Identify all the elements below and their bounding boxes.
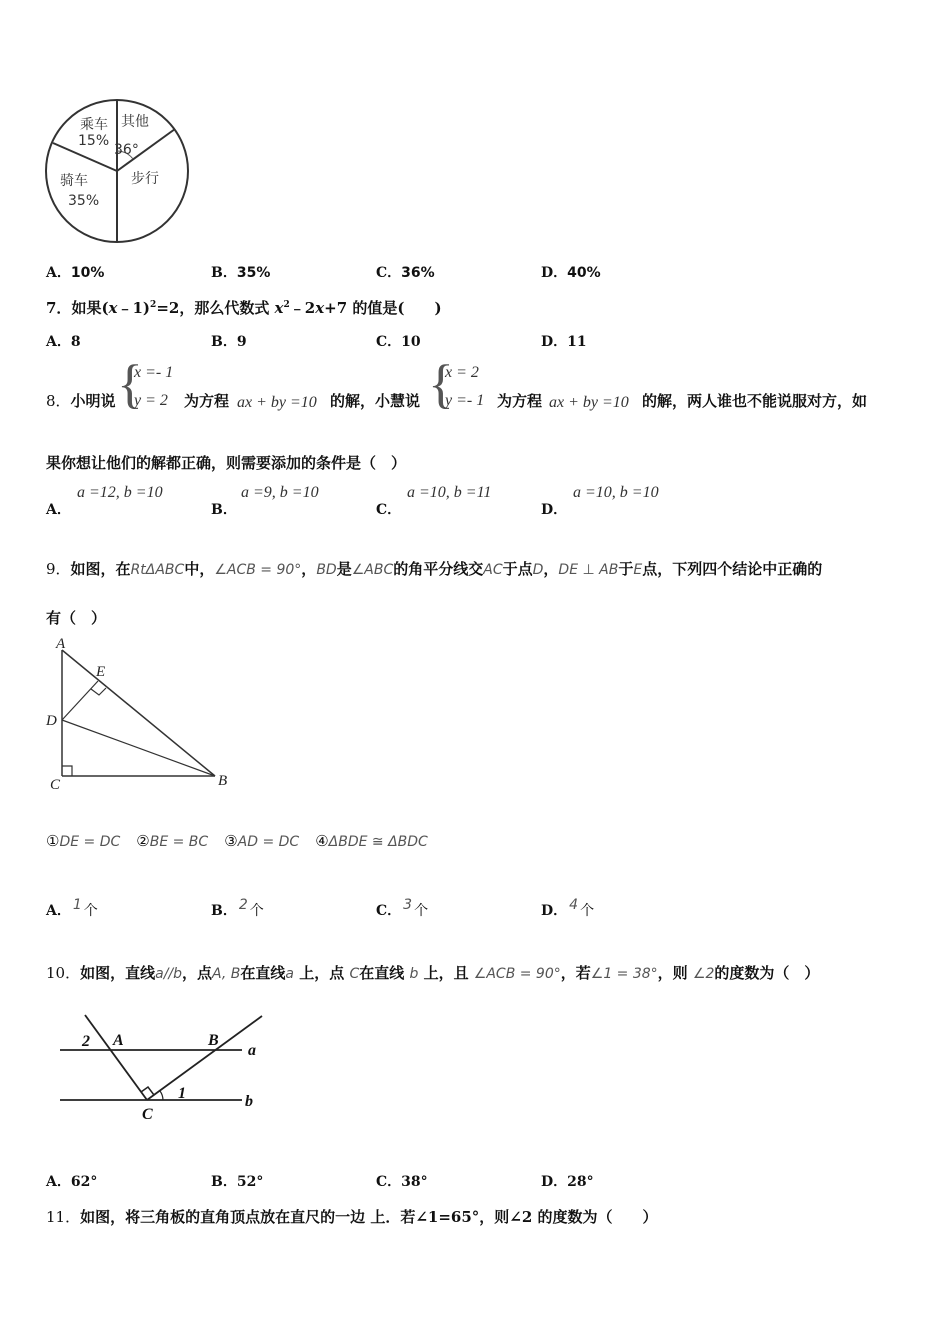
- label-line-a: a: [248, 1042, 256, 1059]
- q7-option-b[interactable]: B．9: [211, 334, 247, 350]
- q9-statements: ①DE = DC ②BE = BC ③AD = DC ④ΔBDE ≅ ΔBDC: [46, 832, 428, 850]
- q8-option-d[interactable]: D．: [541, 502, 568, 518]
- label-1: 1: [178, 1085, 186, 1102]
- label-c: C: [50, 777, 61, 793]
- q8-text-5: 的解，两人谁也不能说服对方，如: [642, 392, 868, 410]
- q7-question: 7．如果(x﹣1)$^2$=2，那么代数式 $x^2﹣2x+7$ 的值是( ): [46, 299, 442, 317]
- q8-option-b-value: a =9, b =10: [241, 484, 319, 501]
- q9-line-2: 有（ ）: [46, 609, 107, 627]
- q9-option-b[interactable]: B． 2 个: [211, 897, 264, 919]
- q8-equation-2: ax + by =10: [549, 394, 629, 411]
- q8-system2-y: y =- 1: [445, 392, 485, 409]
- segment-db: [62, 720, 215, 776]
- q10-parallel-lines-figure: [50, 1008, 270, 1128]
- side-ab: [62, 650, 215, 776]
- label-b: B: [218, 773, 228, 789]
- q10-question: 10．如图，直线a//b，点A, B在直线a 上，点 C在直线 b 上，且 ∠ACB = 90°，若∠1 = 38°，则 ∠2的度数为（ ）: [46, 964, 820, 982]
- q8-system1-x: x =- 1: [134, 364, 174, 381]
- q8-text-3: 的解，小慧说: [330, 392, 421, 410]
- q8-equation-1: ax + by =10: [237, 394, 317, 411]
- label-a-point: A: [113, 1032, 124, 1049]
- q7-option-a[interactable]: A．8: [46, 334, 81, 350]
- q8-line-2: 果你想让他们的解都正确，则需要添加的条件是（ ）: [46, 454, 407, 472]
- segment-cb: [147, 1016, 262, 1100]
- q8-system1-y: y = 2: [134, 392, 168, 409]
- segment-de: [62, 681, 98, 720]
- pie-label-ride-bus: 乘车: [80, 117, 108, 133]
- label-c-point: C: [142, 1106, 153, 1123]
- q10-option-b[interactable]: B．52°: [211, 1174, 264, 1190]
- q9-question: 9．如图，在RtΔABC中，∠ACB = 90°，BD是∠ABC的角平分线交AC于点D，DE ⊥ AB于E点，下列四个结论中正确的: [46, 560, 823, 578]
- label-a: A: [56, 636, 66, 652]
- q8-option-a-value: a =12, b =10: [77, 484, 163, 501]
- q6-option-a[interactable]: A．10%: [46, 265, 105, 281]
- q8-option-d-value: a =10, b =10: [573, 484, 659, 501]
- label-b-point: B: [208, 1032, 219, 1049]
- pie-angle-other: 36°: [114, 142, 139, 158]
- pie-label-cycle: 骑车: [60, 173, 88, 189]
- system-brace: {: [117, 354, 143, 414]
- label-d: D: [46, 713, 57, 729]
- pie-chart-figure: [40, 95, 195, 247]
- q8-option-c-value: a =10, b =11: [407, 484, 492, 501]
- q8-option-b[interactable]: B．: [211, 502, 237, 518]
- q9-option-a[interactable]: A． 1 个: [46, 897, 98, 919]
- right-angle-mark-e: [91, 688, 106, 695]
- q8-text-2: 为方程: [184, 392, 230, 410]
- q8-number-text: 8．小明说: [46, 392, 116, 410]
- system-brace: {: [428, 354, 454, 414]
- pie-label-other: 其他: [121, 114, 149, 130]
- q10-option-a[interactable]: A．62°: [46, 1174, 98, 1190]
- pie-pct-cycle: 35%: [68, 193, 100, 209]
- label-line-b: b: [245, 1093, 253, 1110]
- q8-text-4: 为方程: [497, 392, 543, 410]
- pie-pct-ride-bus: 15%: [78, 133, 110, 149]
- q8-option-c[interactable]: C．: [376, 502, 402, 518]
- q7-option-c[interactable]: C．10: [376, 334, 421, 350]
- label-e: E: [96, 664, 106, 680]
- q10-option-d[interactable]: D．28°: [541, 1174, 594, 1190]
- q8-system2-x: x = 2: [445, 364, 479, 381]
- q9-triangle-figure: [40, 632, 240, 797]
- q6-option-c[interactable]: C．36%: [376, 265, 435, 281]
- q8-option-a[interactable]: A．: [46, 502, 71, 518]
- segment-ca: [85, 1015, 147, 1100]
- q9-option-d[interactable]: D． 4 个: [541, 897, 595, 919]
- right-angle-mark-c: [62, 766, 72, 776]
- q6-option-d[interactable]: D．40%: [541, 265, 601, 281]
- label-2: 2: [82, 1033, 90, 1050]
- angle-1-arc: [160, 1091, 163, 1100]
- q7-option-d[interactable]: D．11: [541, 334, 587, 350]
- q6-option-b[interactable]: B．35%: [211, 265, 271, 281]
- q9-option-c[interactable]: C． 3 个: [376, 897, 429, 919]
- pie-label-walk: 步行: [131, 171, 159, 187]
- q10-option-c[interactable]: C．38°: [376, 1174, 428, 1190]
- q11-question: 11．如图，将三角板的直角顶点放在直尺的一边 上．若∠1=65°，则∠2 的度数为（ ）: [46, 1208, 658, 1226]
